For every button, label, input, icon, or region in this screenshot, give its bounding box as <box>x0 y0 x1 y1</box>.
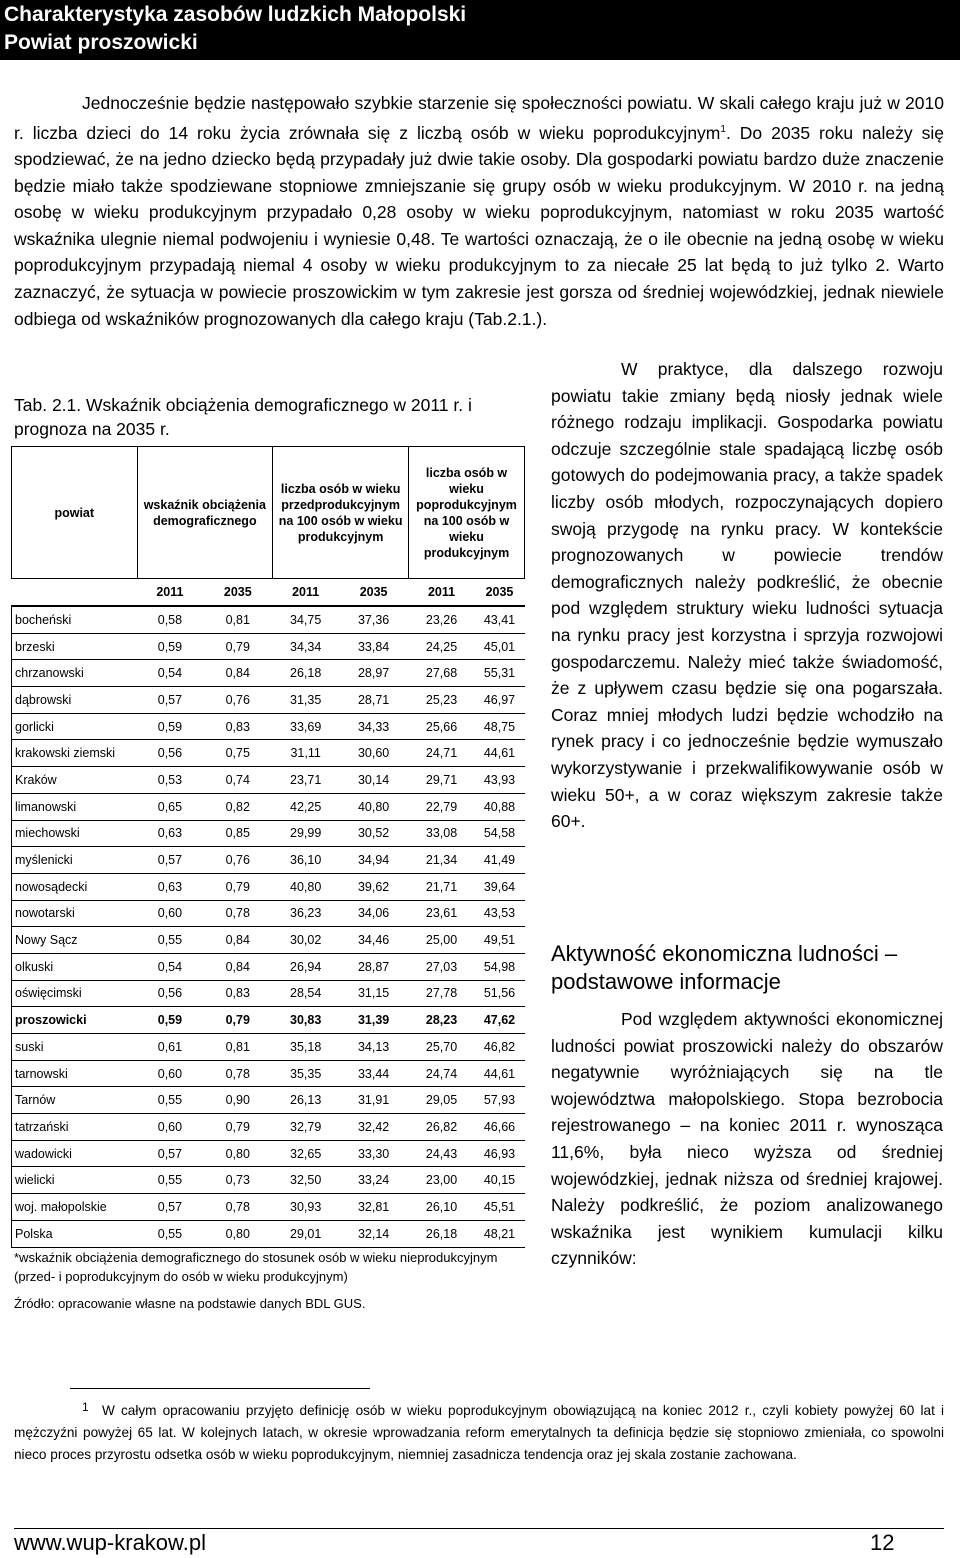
row-value: 34,34 <box>273 633 339 660</box>
row-value: 34,46 <box>339 927 409 954</box>
row-value: 54,98 <box>474 953 524 980</box>
row-name: gorlicki <box>12 713 138 740</box>
row-name: Tarnów <box>12 1087 138 1114</box>
row-value: 0,85 <box>203 820 273 847</box>
row-value: 0,59 <box>137 713 203 740</box>
row-value: 46,82 <box>474 1034 524 1061</box>
row-value: 49,51 <box>474 927 524 954</box>
row-value: 43,93 <box>474 767 524 794</box>
row-value: 0,65 <box>137 793 203 820</box>
header-dependency-ratio: wskaźnik obciążenia demograficznego <box>137 447 273 579</box>
row-value: 48,21 <box>474 1220 524 1247</box>
row-value: 26,13 <box>273 1087 339 1114</box>
row-value: 26,18 <box>273 660 339 687</box>
row-value: 0,79 <box>203 1007 273 1034</box>
row-value: 0,78 <box>203 1060 273 1087</box>
row-value: 24,43 <box>409 1140 475 1167</box>
row-value: 31,91 <box>339 1087 409 1114</box>
row-name: krakowski ziemski <box>12 740 138 767</box>
row-value: 0,53 <box>137 767 203 794</box>
table-row <box>12 1034 525 1061</box>
header-subtitle: Powiat proszowicki <box>4 31 198 54</box>
row-value: 26,94 <box>273 953 339 980</box>
row-value: 28,87 <box>339 953 409 980</box>
row-name: myślenicki <box>12 847 138 874</box>
row-value: 0,74 <box>203 767 273 794</box>
row-value: 0,80 <box>203 1220 273 1247</box>
row-value: 0,84 <box>203 953 273 980</box>
row-value: 0,57 <box>137 1140 203 1167</box>
row-value: 23,71 <box>273 767 339 794</box>
header-title: Charakterystyka zasobów ludzkich Małopolski <box>4 3 467 26</box>
row-name: woj. małopolskie <box>12 1194 138 1221</box>
row-value: 0,83 <box>203 980 273 1007</box>
table-row <box>12 687 525 714</box>
row-value: 45,51 <box>474 1194 524 1221</box>
demographic-load-table <box>11 446 525 1248</box>
row-name: nowosądecki <box>12 873 138 900</box>
row-value: 47,62 <box>474 1007 524 1034</box>
row-value: 23,61 <box>409 900 475 927</box>
table-row <box>12 713 525 740</box>
row-value: 0,79 <box>203 633 273 660</box>
row-name: olkuski <box>12 953 138 980</box>
row-value: 21,34 <box>409 847 475 874</box>
table-row <box>12 1167 525 1194</box>
row-value: 25,23 <box>409 687 475 714</box>
header-postproductive: liczba osób w wieku poprodukcyjnym na 100 osób w wieku produkcyjnym <box>409 447 525 579</box>
table-caption: Tab. 2.1. Wskaźnik obciążenia demograficznego w 2011 r. i prognoza na 2035 r. <box>14 395 472 439</box>
table-row <box>12 953 525 980</box>
row-value: 0,57 <box>137 687 203 714</box>
row-value: 40,88 <box>474 793 524 820</box>
row-value: 0,84 <box>203 660 273 687</box>
row-value: 0,84 <box>203 927 273 954</box>
row-value: 40,15 <box>474 1167 524 1194</box>
row-value: 0,80 <box>203 1140 273 1167</box>
row-value: 33,69 <box>273 713 339 740</box>
row-value: 32,79 <box>273 1114 339 1141</box>
row-value: 29,05 <box>409 1087 475 1114</box>
row-value: 55,31 <box>474 660 524 687</box>
row-value: 32,50 <box>273 1167 339 1194</box>
row-value: 25,66 <box>409 713 475 740</box>
row-name: dąbrowski <box>12 687 138 714</box>
row-value: 0,63 <box>137 873 203 900</box>
row-value: 23,00 <box>409 1167 475 1194</box>
row-value: 0,57 <box>137 847 203 874</box>
page-number: 12 <box>870 1530 895 1555</box>
table-row <box>12 1087 525 1114</box>
row-value: 0,60 <box>137 1114 203 1141</box>
row-name: wielicki <box>12 1167 138 1194</box>
row-value: 34,06 <box>339 900 409 927</box>
row-value: 36,10 <box>273 847 339 874</box>
row-value: 0,57 <box>137 1194 203 1221</box>
row-name: proszowicki <box>12 1007 138 1034</box>
year-header: 2011 <box>409 579 475 607</box>
row-name: brzeski <box>12 633 138 660</box>
row-value: 54,58 <box>474 820 524 847</box>
footnote <box>14 1400 944 1466</box>
row-value: 0,76 <box>203 847 273 874</box>
row-value: 31,39 <box>339 1007 409 1034</box>
row-value: 43,41 <box>474 606 524 633</box>
table-row <box>12 606 525 633</box>
row-value: 29,71 <box>409 767 475 794</box>
row-value: 25,70 <box>409 1034 475 1061</box>
table-note: *wskaźnik obciążenia demograficznego do stosunek osób w wieku nieprodukcyjnym (przed- i poprodukcyjnym do osób w wieku produkcyjnym) <box>14 1250 498 1284</box>
row-value: 39,62 <box>339 873 409 900</box>
footer-url[interactable]: www.wup-krakow.pl <box>14 1530 206 1555</box>
row-value: 48,75 <box>474 713 524 740</box>
row-value: 0,78 <box>203 1194 273 1221</box>
table-row <box>12 1220 525 1247</box>
table-row <box>12 1007 525 1034</box>
intro-text-part2: . Do 2035 roku należy się spodziewać, że na jedno dziecko będą przypadały już dwie takie osoby. Dla gospodarki powiatu bardzo duże znaczenie będzie miało także spodziewane stopniowe zmniejszanie się grupy osób w wieku produkcyjnym. W 2010 r. na jedną osobę w wieku produkcyjnym przypadało 0,28 osoby w wieku poprodukcyjnym, natomiast w roku 2035 wartość wskaźnika ulegnie niemal podwojeniu i wyniesie 0,48. Te wartości oznaczają, że o ile obecnie na jedną osobę w wieku poprodukcyjnym przypadają niemal 4 osoby w wieku produkcyjnym to za niecałe 25 lat będą to już tylko 2. Warto zaznaczyć, że sytuacja w powiecie proszowickim w tym zakresie jest gorsza od średniej wojewódzkiej, jednak niewiele odbiega od wskaźników prognozowanych dla całego kraju (Tab.2.1.). <box>14 122 945 329</box>
row-value: 30,02 <box>273 927 339 954</box>
row-value: 0,55 <box>137 1087 203 1114</box>
row-name: limanowski <box>12 793 138 820</box>
page-header <box>0 0 960 60</box>
row-value: 27,68 <box>409 660 475 687</box>
row-name: wadowicki <box>12 1140 138 1167</box>
table-row <box>12 1194 525 1221</box>
row-value: 29,99 <box>273 820 339 847</box>
row-value: 36,23 <box>273 900 339 927</box>
table-row <box>12 633 525 660</box>
intro-paragraph <box>14 90 944 332</box>
row-value: 30,14 <box>339 767 409 794</box>
row-name: tatrzański <box>12 1114 138 1141</box>
row-value: 26,82 <box>409 1114 475 1141</box>
right-paragraph-1: W praktyce, dla dalszego rozwoju powiatu takie zmiany będą niosły jednak wiele różnego rodzaju implikacji. Gospodarka powiatu odczuje szczególnie stale spadającą liczbę osób gotowych do podejmowania pracy, a także spadek liczby osób młodych, rozpoczynających dopiero swoją przygodę na rynku pracy. W kontekście prognozowanych w powiecie trendów demograficznych należy podkreślić, że obecnie pod względem struktury wieku ludności sytuacja na rynku pracy jest korzystna i sprzyja rozwojowi gospodarczemu. Należy mieć także świadomość, że z upływem czasu będzie się ona pogarszała. Coraz mniej młodych ludzi będzie wchodziło na rynek pracy i co jednocześnie będzie wymuszało wykorzystywanie i przekwalifikowywanie osób w wieku 50+, a w coraz większym zakresie także 60+. <box>551 359 943 832</box>
table-row <box>12 660 525 687</box>
row-name: Kraków <box>12 767 138 794</box>
row-value: 27,03 <box>409 953 475 980</box>
row-value: 40,80 <box>339 793 409 820</box>
row-value: 30,83 <box>273 1007 339 1034</box>
row-value: 21,71 <box>409 873 475 900</box>
row-value: 0,55 <box>137 1167 203 1194</box>
table-row <box>12 793 525 820</box>
row-name: bocheński <box>12 606 138 633</box>
header-powiat: powiat <box>12 447 138 579</box>
row-value: 33,08 <box>409 820 475 847</box>
row-value: 29,01 <box>273 1220 339 1247</box>
row-value: 28,23 <box>409 1007 475 1034</box>
row-value: 0,81 <box>203 1034 273 1061</box>
row-value: 51,56 <box>474 980 524 1007</box>
table-row <box>12 740 525 767</box>
row-value: 35,35 <box>273 1060 339 1087</box>
row-value: 39,64 <box>474 873 524 900</box>
row-value: 37,36 <box>339 606 409 633</box>
row-value: 24,25 <box>409 633 475 660</box>
right-paragraph-2: Pod względem aktywności ekonomicznej ludności powiat proszowicki należy do obszarów negatywnie wyróżniających się na tle województwa małopolskiego. Stopa bezrobocia rejestrowanego – na koniec 2011 r. wynosząca 11,6%, była nieco wyższa od średniej wojewódzkiej, jednak niższa od średniej krajowej. Należy podkreślić, że poziom analizowanego wskaźnika jest wynikiem kumulacji kilku czynników: <box>551 1009 943 1269</box>
row-name: nowotarski <box>12 900 138 927</box>
row-value: 24,71 <box>409 740 475 767</box>
row-value: 24,74 <box>409 1060 475 1087</box>
row-value: 34,33 <box>339 713 409 740</box>
row-value: 26,10 <box>409 1194 475 1221</box>
row-name: Nowy Sącz <box>12 927 138 954</box>
row-value: 33,44 <box>339 1060 409 1087</box>
row-name: tarnowski <box>12 1060 138 1087</box>
row-value: 30,52 <box>339 820 409 847</box>
row-value: 0,54 <box>137 660 203 687</box>
row-value: 0,78 <box>203 900 273 927</box>
row-name: chrzanowski <box>12 660 138 687</box>
row-value: 34,13 <box>339 1034 409 1061</box>
table-row <box>12 820 525 847</box>
row-value: 0,76 <box>203 687 273 714</box>
row-value: 30,60 <box>339 740 409 767</box>
row-value: 0,82 <box>203 793 273 820</box>
row-value: 45,01 <box>474 633 524 660</box>
row-value: 40,80 <box>273 873 339 900</box>
table-row <box>12 847 525 874</box>
footer-divider <box>14 1528 944 1529</box>
footnote-text: W całym opracowaniu przyjęto definicję osób w wieku poprodukcyjnym obowiązującą na koniec 2012 r., czyli kobiety powyżej 60 lat i mężczyźni powyżej 65 lat. W kolejnych latach, w okresie wprowadzania reform emerytalnych ta definicja będzie się stopniowo zmieniała, co spowolni nieco proces przyrostu odsetka osób w wieku poprodukcyjnym, niemniej zasadnicza tendencja oraz jej skala zostanie zachowana. <box>14 1403 944 1462</box>
row-name: miechowski <box>12 820 138 847</box>
row-value: 31,11 <box>273 740 339 767</box>
row-value: 46,66 <box>474 1114 524 1141</box>
intro-text-part1: Jednocześnie będzie następowało szybkie starzenie się społeczności powiatu. W skali całego kraju już w 2010 r. liczba dzieci do 14 roku życia zrównała się z liczbą osób w wieku poprodukcyjnym <box>14 93 944 143</box>
row-value: 44,61 <box>474 1060 524 1087</box>
table-row <box>12 1060 525 1087</box>
row-value: 25,00 <box>409 927 475 954</box>
right-column-paragraph-2 <box>551 1006 943 1272</box>
row-value: 32,65 <box>273 1140 339 1167</box>
row-value: 31,15 <box>339 980 409 1007</box>
row-value: 33,24 <box>339 1167 409 1194</box>
footnote-ref[interactable]: 1 <box>720 123 726 135</box>
row-value: 32,14 <box>339 1220 409 1247</box>
row-value: 28,97 <box>339 660 409 687</box>
row-value: 46,97 <box>474 687 524 714</box>
row-value: 0,59 <box>137 633 203 660</box>
row-value: 0,55 <box>137 927 203 954</box>
row-value: 22,79 <box>409 793 475 820</box>
row-value: 27,78 <box>409 980 475 1007</box>
row-value: 0,83 <box>203 713 273 740</box>
section-heading: Aktywność ekonomiczna ludności – podstawowe informacje <box>551 941 898 994</box>
year-header: 2011 <box>137 579 203 607</box>
row-name: suski <box>12 1034 138 1061</box>
row-value: 34,75 <box>273 606 339 633</box>
row-value: 34,94 <box>339 847 409 874</box>
table-row <box>12 980 525 1007</box>
row-value: 0,79 <box>203 1114 273 1141</box>
row-value: 41,49 <box>474 847 524 874</box>
row-value: 0,61 <box>137 1034 203 1061</box>
year-header: 2035 <box>474 579 524 607</box>
row-name: Polska <box>12 1220 138 1247</box>
table-row <box>12 1140 525 1167</box>
table-row <box>12 767 525 794</box>
row-value: 0,81 <box>203 606 273 633</box>
row-value: 28,54 <box>273 980 339 1007</box>
row-value: 33,30 <box>339 1140 409 1167</box>
row-value: 32,81 <box>339 1194 409 1221</box>
row-value: 0,56 <box>137 980 203 1007</box>
row-value: 0,58 <box>137 606 203 633</box>
row-name: oświęcimski <box>12 980 138 1007</box>
year-header: 2011 <box>273 579 339 607</box>
row-value: 42,25 <box>273 793 339 820</box>
row-value: 30,93 <box>273 1194 339 1221</box>
row-value: 28,71 <box>339 687 409 714</box>
row-value: 31,35 <box>273 687 339 714</box>
row-value: 0,59 <box>137 1007 203 1034</box>
row-value: 0,90 <box>203 1087 273 1114</box>
table-row <box>12 873 525 900</box>
row-value: 33,84 <box>339 633 409 660</box>
row-value: 0,54 <box>137 953 203 980</box>
footnote-number: 1 <box>82 1400 89 1414</box>
row-value: 0,73 <box>203 1167 273 1194</box>
row-value: 0,79 <box>203 873 273 900</box>
table-row <box>12 1114 525 1141</box>
row-value: 26,18 <box>409 1220 475 1247</box>
row-value: 57,93 <box>474 1087 524 1114</box>
row-value: 0,75 <box>203 740 273 767</box>
footnote-divider <box>70 1388 370 1389</box>
year-header: 2035 <box>203 579 273 607</box>
row-value: 46,93 <box>474 1140 524 1167</box>
row-value: 0,56 <box>137 740 203 767</box>
row-value: 43,53 <box>474 900 524 927</box>
row-value: 23,26 <box>409 606 475 633</box>
year-header: 2035 <box>339 579 409 607</box>
table-source: Źródło: opracowanie własne na podstawie danych BDL GUS. <box>14 1296 366 1311</box>
header-preproductive: liczba osób w wieku przedprodukcyjnym na 100 osób w wieku produkcyjnym <box>273 447 409 579</box>
row-value: 35,18 <box>273 1034 339 1061</box>
row-value: 44,61 <box>474 740 524 767</box>
row-value: 0,63 <box>137 820 203 847</box>
row-value: 0,60 <box>137 1060 203 1087</box>
table-row <box>12 900 525 927</box>
row-value: 32,42 <box>339 1114 409 1141</box>
right-column-paragraph-1 <box>551 356 943 835</box>
table-row <box>12 927 525 954</box>
row-value: 0,60 <box>137 900 203 927</box>
row-value: 0,55 <box>137 1220 203 1247</box>
